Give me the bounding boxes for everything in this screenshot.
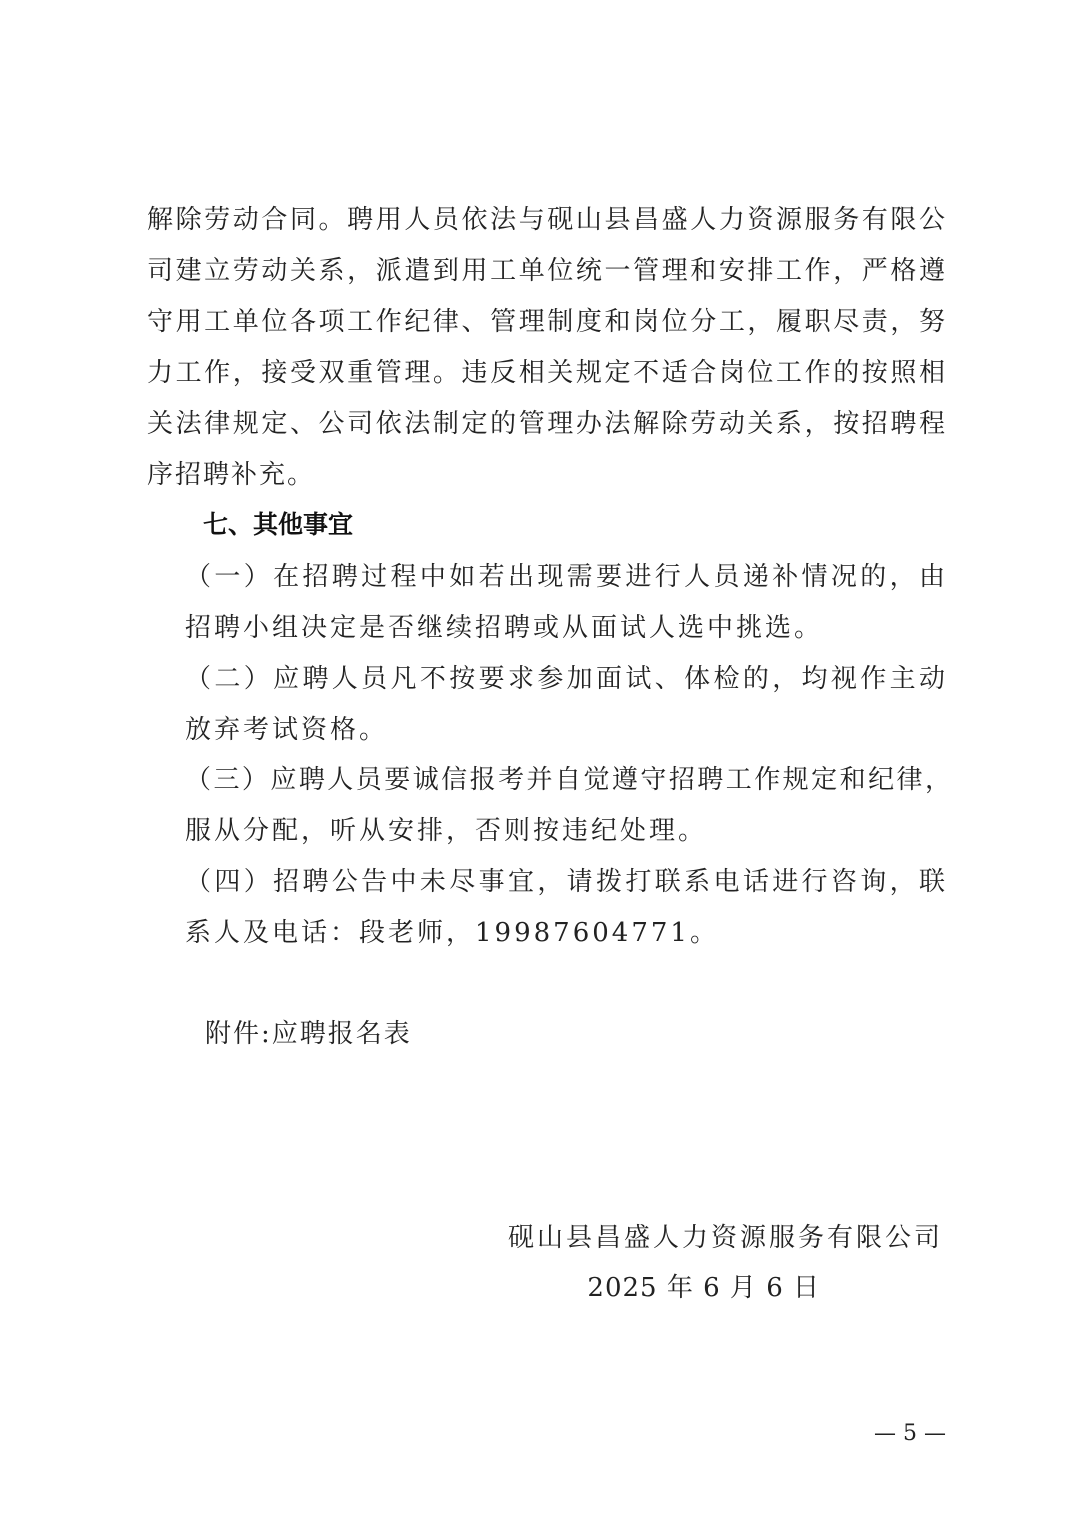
item-line: 服从分配，听从安排，否则按违纪处理。 [185,816,708,846]
paragraph-line: 序招聘补充。 [147,460,316,490]
item-line: （一）在招聘过程中如若出现需要进行人员递补情况的，由 [185,562,945,592]
paragraph-line: 力工作，接受双重管理。违反相关规定不适合岗位工作的按照相 [147,358,945,388]
section-heading: 七、其他事宜 [203,510,354,539]
signature-date: 2025 年 6 月 6 日 [587,1273,820,1303]
item-line: （二）应聘人员凡不按要求参加面试、体检的，均视作主动 [185,664,945,694]
item-line: （三）应聘人员要诚信报考并自觉遵守招聘工作规定和纪律， [185,765,951,795]
item-line: （四）招聘公告中未尽事宜，请拨打联系电话进行咨询，联 [185,867,945,897]
item-line: 放弃考试资格。 [185,715,389,745]
page-number: — 5 — [874,1421,946,1446]
paragraph-line: 司建立劳动关系，派遣到用工单位统一管理和安排工作，严格遵 [147,256,945,286]
item-line: 招聘小组决定是否继续招聘或从面试人选中挑选。 [185,613,824,643]
paragraph-line: 解除劳动合同。聘用人员依法与砚山县昌盛人力资源服务有限公 [147,205,945,235]
paragraph-line: 守用工单位各项工作纪律、管理制度和岗位分工，履职尽责，努 [147,307,945,337]
signature-company: 砚山县昌盛人力资源服务有限公司 [507,1223,943,1253]
attachment-note: 附件:应聘报名表 [205,1019,412,1049]
paragraph-line: 关法律规定、公司依法制定的管理办法解除劳动关系，按招聘程 [147,409,945,439]
item-line: 系人及电话：段老师，19987604771。 [185,918,719,948]
